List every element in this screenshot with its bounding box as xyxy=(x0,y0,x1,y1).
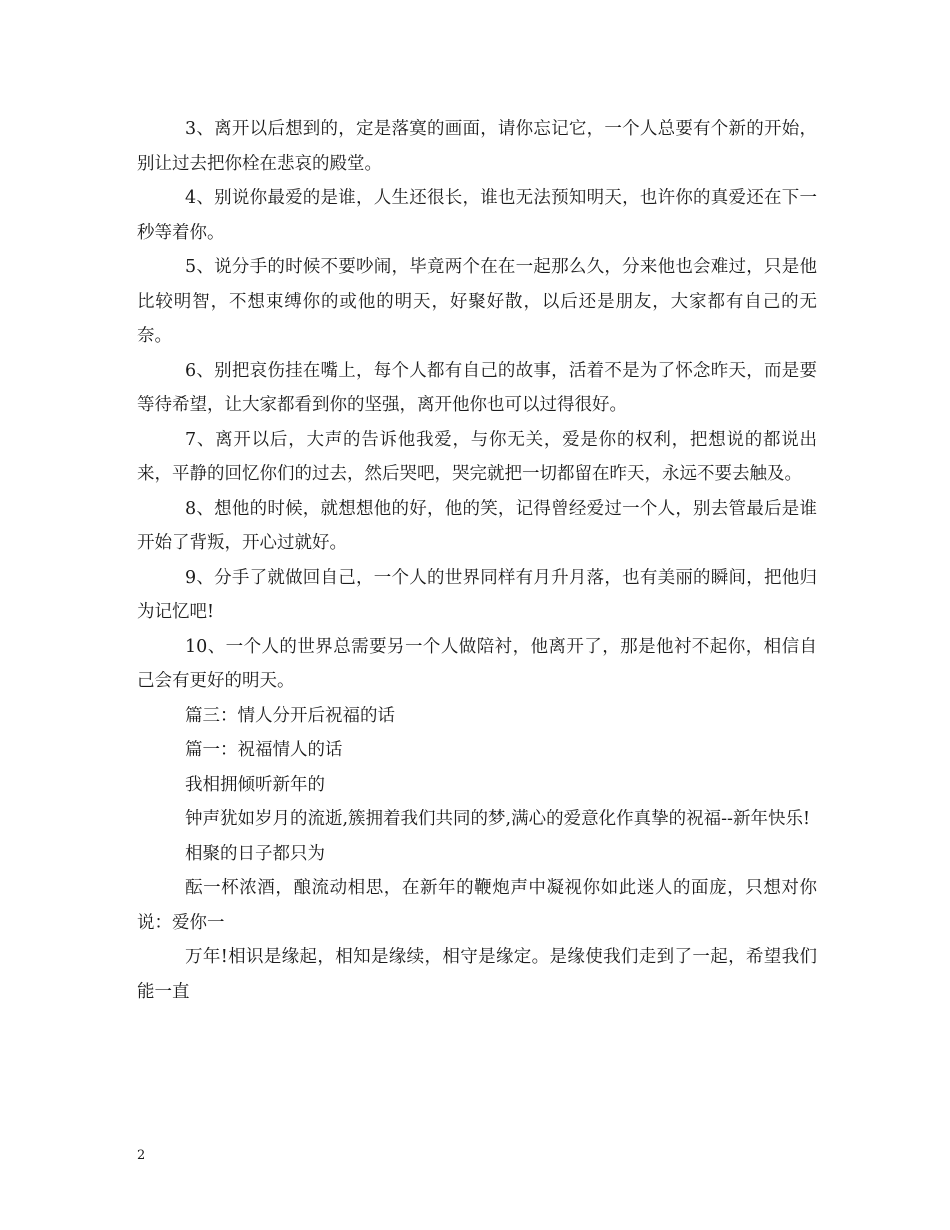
paragraph-tip-5: 5、说分手的时候不要吵闹，毕竟两个在在一起那么久，分来他也会难过，只是他比较明智，不想束缚你的或他的明天，好聚好散，以后还是朋友，大家都有自己的无奈。 xyxy=(137,257,817,346)
body-text xyxy=(137,112,817,1009)
paragraph-line: 酝一杯浓酒，酿流动相思，在新年的鞭炮声中凝视你如此迷人的面庞，只想对你说：爱你一 xyxy=(137,878,817,933)
section-heading-1: 篇一：祝福情人的话 xyxy=(185,740,343,760)
section-heading-3: 篇三：情人分开后祝福的话 xyxy=(185,705,395,726)
paragraph-line: 万年!相识是缘起，相知是缘续，相守是缘定。是缘使我们走到了一起，希望我们能一直 xyxy=(137,947,817,1002)
paragraph-tip-9: 9、分手了就做回自己，一个人的世界同样有月升月落，也有美丽的瞬间，把他归为记忆吧! xyxy=(137,567,817,622)
paragraph-line: 相聚的日子都只为 xyxy=(185,843,325,864)
paragraph-line: 我相拥倾听新年的 xyxy=(185,774,325,795)
paragraph-tip-7: 7、离开以后，大声的告诉他我爱，与你无关，爱是你的权利，把想说的都说出来，平静的回忆你们的过去，然后哭吧，哭完就把一切都留在昨天，永远不要去触及。 xyxy=(137,429,817,484)
paragraph-tip-4: 4、别说你最爱的是谁，人生还很长，谁也无法预知明天，也许你的真爱还在下一秒等着你。 xyxy=(137,188,817,243)
paragraph-tip-3: 3、离开以后想到的，定是落寞的画面，请你忘记它，一个人总要有个新的开始，别让过去把你栓在悲哀的殿堂。 xyxy=(137,119,817,174)
paragraph-line: 钟声犹如岁月的流逝,簇拥着我们共同的梦,满心的爱意化作真挚的祝福--新年快乐! xyxy=(185,809,810,829)
paragraph-tip-6: 6、别把哀伤挂在嘴上，每个人都有自己的故事，活着不是为了怀念昨天，而是要等待希望，让大家都看到你的坚强，离开他你也可以过得很好。 xyxy=(137,360,817,415)
paragraph-tip-8: 8、想他的时候，就想想他的好，他的笑，记得曾经爱过一个人，别去管最后是谁开始了背叛，开心过就好。 xyxy=(137,498,817,553)
paragraph-tip-10: 10、一个人的世界总需要另一个人做陪衬，他离开了，那是他衬不起你，相信自己会有更好的明天。 xyxy=(137,636,817,691)
page-number: 2 xyxy=(137,1148,146,1163)
